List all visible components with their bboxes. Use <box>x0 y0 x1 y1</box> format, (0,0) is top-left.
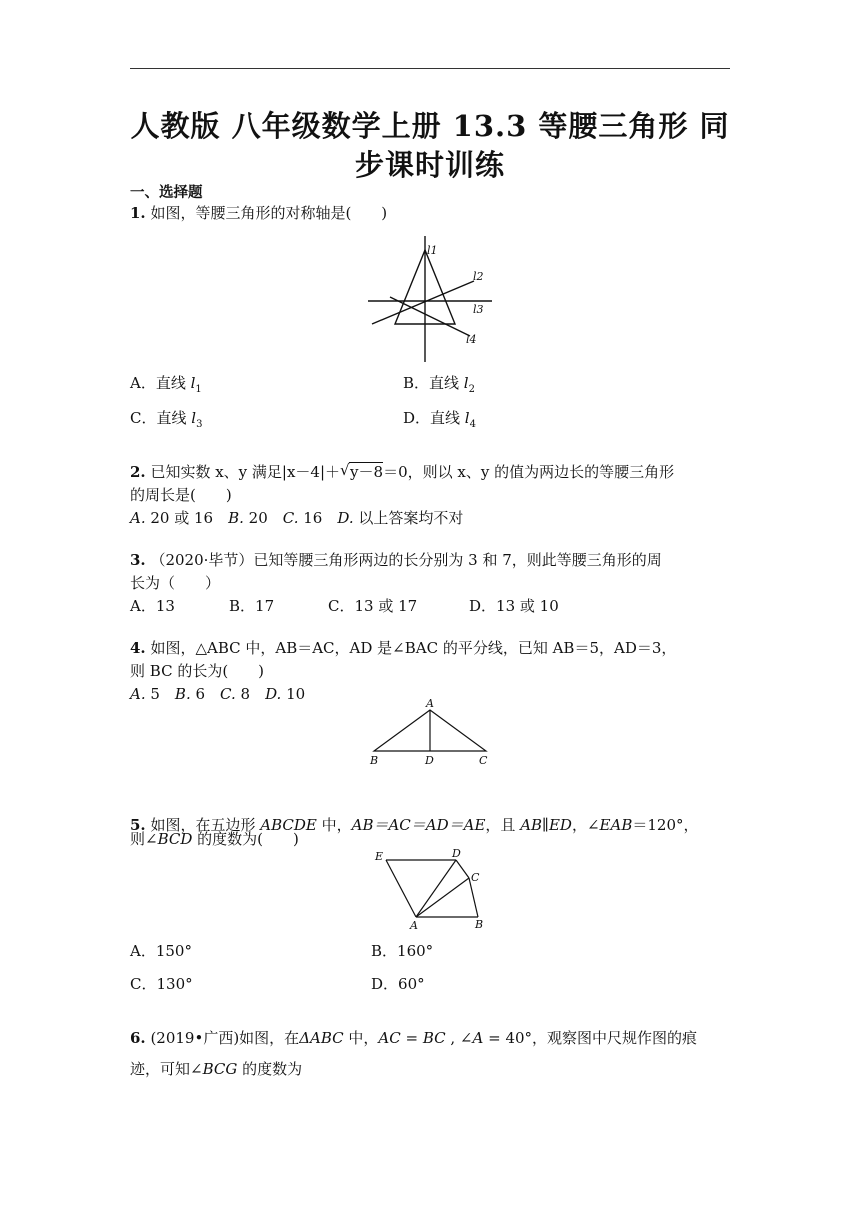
page-title-line2: 步课时训练 <box>354 148 505 182</box>
q4-options: A. 5 B. 6 C. 8 D. 10 <box>130 685 306 703</box>
q1-option-a: A．直线 $l_1$ <box>130 374 202 395</box>
label-a: A <box>426 697 434 710</box>
q5-option-d: D．60° <box>371 975 425 993</box>
question-number: 4. <box>130 639 146 657</box>
question-2-line2: 的周长是( ) <box>130 486 232 504</box>
label-l1: l1 <box>427 244 438 257</box>
q1-option-c: C．直线 $l_3$ <box>130 409 203 430</box>
q2-options: A. 20 或 16 B. 20 C. 16 D. 以上答案均不对 <box>130 509 464 527</box>
label-l4: l4 <box>466 333 477 346</box>
question-number: 3. <box>130 551 146 569</box>
q3-option-a: A．13 <box>130 597 175 615</box>
figure-triangle-abc <box>366 696 496 768</box>
question-4 <box>130 638 676 658</box>
q5-option-b: B．160° <box>371 942 434 960</box>
label-l2: l2 <box>473 270 484 283</box>
question-3 <box>130 550 662 570</box>
question-6: 6. (2019•广西)如图，在ΔABC 中，AC = BC , ∠A = 40°，观察图中尺规作图的痕 <box>130 1029 698 1047</box>
question-number: 1. <box>130 204 146 222</box>
question-number: 6. <box>130 1029 146 1047</box>
label-b: B <box>475 918 484 931</box>
q3-option-d: D．13 或 10 <box>469 597 559 615</box>
section-heading: 一、选择题 <box>130 185 203 201</box>
q1-option-b: B．直线 $l_2$ <box>403 374 475 395</box>
label-l3: l3 <box>473 303 484 316</box>
question-1 <box>130 203 387 223</box>
question-text: （2020·毕节）已知等腰三角形两边的长分别为 3 和 7，则此等腰三角形的周 <box>150 551 662 569</box>
label-c: C <box>471 871 480 884</box>
q1-option-d: D．直线 $l_4$ <box>403 409 476 430</box>
question-number: 2. <box>130 463 146 481</box>
label-b: B <box>370 754 379 767</box>
label-e: E <box>375 850 384 863</box>
question-3-line2: 长为（ ） <box>130 574 221 592</box>
q5-option-c: C．130° <box>130 975 193 993</box>
page-title: 人教版 八年级数学上册 13.3 等腰三角形 同 <box>130 109 730 143</box>
question-5: 5. 如图，在五边形 ABCDE 中，AB＝AC＝AD＝AE，且 AB∥ED，∠EAB＝120°， <box>130 816 699 834</box>
figure-symmetry-axes <box>362 232 502 364</box>
question-6-line2: 迹，可知∠BCG 的度数为 <box>130 1060 303 1078</box>
label-d: D <box>425 754 434 767</box>
q3-option-c: C．13 或 17 <box>328 597 418 615</box>
question-text: 已知实数 x、y 满足|x－4|＋ <box>150 463 341 481</box>
question-number: 5. <box>130 816 146 834</box>
question-4-line2: 则 BC 的长为( ) <box>130 662 265 680</box>
top-rule <box>130 68 730 69</box>
sqrt-expression: √ y－8 <box>340 461 384 481</box>
question-5-line2: 则∠BCD 的度数为( ) <box>130 830 299 848</box>
question-2: 2. 已知实数 x、y 满足|x－4|＋ √ y－8＝0，则以 x、y 的值为两边长的等腰三角形 <box>130 461 675 481</box>
label-c: C <box>479 754 488 767</box>
question-text: 如图，△ABC 中，AB＝AC，AD 是∠BAC 的平分线，已知 AB＝5，AD＝3， <box>150 639 677 657</box>
figure-pentagon-abcde <box>372 846 492 934</box>
q5-option-a: A．150° <box>130 942 192 960</box>
label-a: A <box>410 919 418 932</box>
question-text: 如图，等腰三角形的对称轴是( ) <box>150 204 388 222</box>
label-d: D <box>452 847 461 860</box>
q3-option-b: B．17 <box>229 597 275 615</box>
